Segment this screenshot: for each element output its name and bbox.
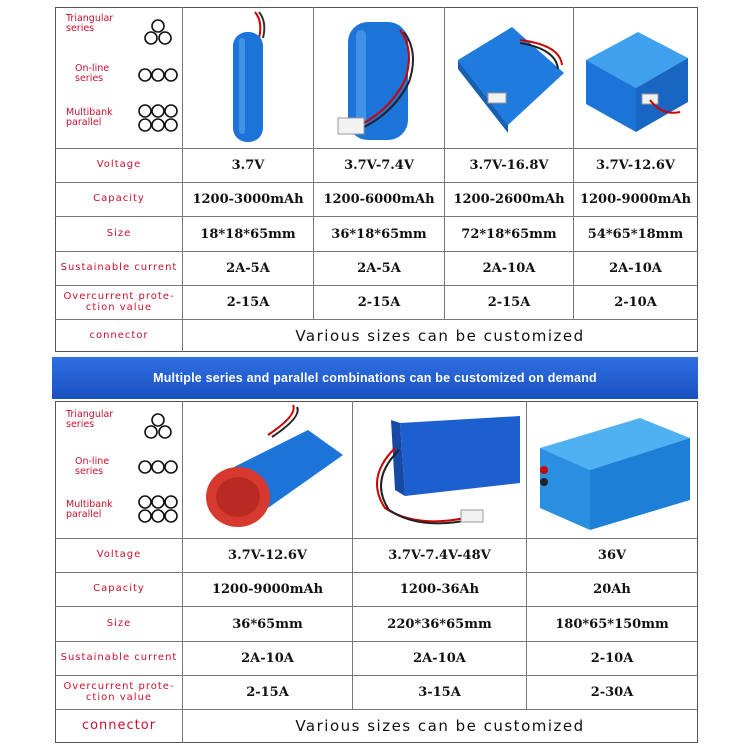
top-sustainable-2: 2A-10A bbox=[482, 261, 536, 276]
bottom-capacity-1: 1200-36Ah bbox=[399, 582, 480, 597]
bottom-overcurrent-1: 3-15A bbox=[418, 685, 461, 700]
top-size-2: 72*18*65mm bbox=[461, 226, 557, 242]
battery-triangle-pack-image bbox=[198, 405, 348, 535]
top-overcurrent-1: 2-15A bbox=[357, 295, 401, 310]
top-label-voltage: Voltage bbox=[96, 159, 142, 171]
bottom-size-0: 36*65mm bbox=[232, 616, 303, 632]
bottom-label-sustainable: Sustainable current bbox=[60, 652, 178, 664]
top-capacity-0: 1200-3000mAh bbox=[192, 192, 304, 207]
bottom-capacity-2: 20Ah bbox=[593, 582, 631, 597]
top-overcurrent-2: 2-15A bbox=[487, 295, 531, 310]
legend-triangular-label-bottom: Triangular series bbox=[66, 409, 114, 431]
legend-online-label-bottom: On-line series bbox=[75, 456, 110, 478]
bottom-label-capacity: Capacity bbox=[93, 583, 145, 595]
bottom-sustainable-0: 2A-10A bbox=[241, 651, 294, 666]
bottom-sustainable-2: 2-10A bbox=[590, 651, 634, 666]
legend-multibank-label: Multibank parallel bbox=[66, 107, 113, 129]
top-connector-text: Various sizes can be customized bbox=[295, 327, 585, 345]
bottom-connector-text: Various sizes can be customized bbox=[295, 717, 585, 735]
bottom-voltage-0: 3.7V-12.6V bbox=[228, 548, 307, 563]
battery-large-pack-image bbox=[355, 408, 525, 533]
bottom-label-voltage: Voltage bbox=[96, 549, 142, 561]
top-overcurrent-0: 2-15A bbox=[226, 295, 270, 310]
bottom-label-size: Size bbox=[106, 617, 132, 629]
top-overcurrent-3: 2-10A bbox=[614, 295, 657, 310]
top-size-3: 54*65*18mm bbox=[587, 226, 684, 242]
top-label-sustainable: Sustainable current bbox=[60, 262, 178, 274]
top-voltage-2: 3.7V-16.8V bbox=[469, 158, 549, 173]
customization-banner: Multiple series and parallel combinations can be customized on demand bbox=[52, 357, 698, 399]
legend-online-label: On-line series bbox=[75, 63, 110, 85]
top-sustainable-1: 2A-5A bbox=[357, 261, 401, 276]
cell-arrangement-icons-bottom bbox=[138, 412, 178, 532]
bottom-label-connector: connector bbox=[81, 718, 157, 734]
top-capacity-2: 1200-2600mAh bbox=[453, 192, 565, 207]
top-label-overcurrent: Overcurrent prote- ction value bbox=[63, 291, 175, 313]
top-label-connector: connector bbox=[89, 329, 149, 341]
bottom-size-2: 180*65*150mm bbox=[555, 616, 669, 632]
top-sustainable-0: 2A-5A bbox=[226, 261, 270, 276]
top-label-size: Size bbox=[106, 227, 132, 239]
bottom-capacity-0: 1200-9000mAh bbox=[211, 582, 324, 597]
bottom-overcurrent-0: 2-15A bbox=[246, 685, 289, 700]
top-size-0: 18*18*65mm bbox=[200, 226, 296, 242]
battery-2cell-image bbox=[320, 10, 430, 145]
bottom-voltage-2: 36V bbox=[597, 548, 627, 563]
battery-pack-flat-image bbox=[450, 15, 570, 140]
legend-multibank-label-bottom: Multibank parallel bbox=[66, 499, 113, 521]
top-voltage-1: 3.7V-7.4V bbox=[344, 158, 414, 173]
top-size-1: 36*18*65mm bbox=[331, 226, 427, 242]
top-label-capacity: Capacity bbox=[93, 193, 145, 205]
bottom-overcurrent-2: 2-30A bbox=[590, 685, 634, 700]
bottom-sustainable-1: 2A-10A bbox=[413, 651, 466, 666]
top-voltage-0: 3.7V bbox=[231, 158, 265, 173]
top-capacity-3: 1200-9000mAh bbox=[579, 192, 692, 207]
bottom-size-1: 220*36*65mm bbox=[387, 616, 492, 632]
bottom-label-overcurrent: Overcurrent prote- ction value bbox=[63, 681, 175, 703]
battery-pack-3cell-image bbox=[580, 20, 692, 140]
top-voltage-3: 3.7V-12.6V bbox=[596, 158, 675, 173]
cell-arrangement-icons bbox=[138, 18, 178, 138]
bottom-voltage-1: 3.7V-7.4V-48V bbox=[388, 548, 491, 563]
top-sustainable-3: 2A-10A bbox=[609, 261, 662, 276]
battery-single-cell-image bbox=[215, 10, 285, 145]
battery-box-pack-image bbox=[530, 408, 695, 533]
top-capacity-1: 1200-6000mAh bbox=[323, 192, 435, 207]
legend-triangular-label: Triangular series bbox=[66, 13, 114, 35]
